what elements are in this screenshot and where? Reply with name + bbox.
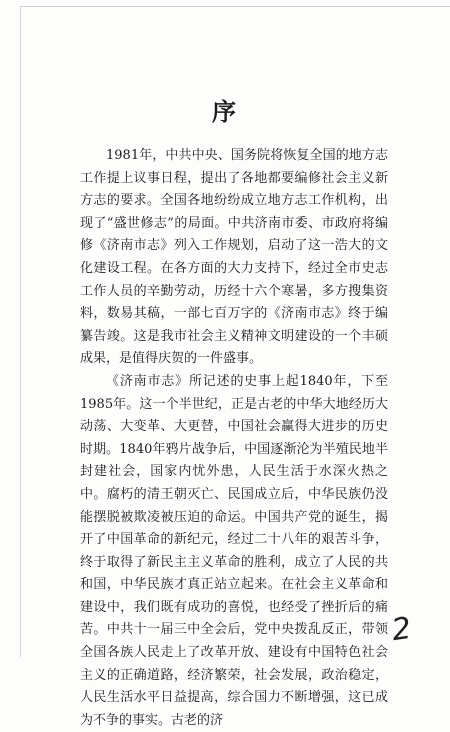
page-title: 序 — [212, 97, 238, 126]
paragraph: 《济南市志》所记述的史事上起1840年，下至1985年。这一个半世纪，正是古老的中华大地经历大动荡、大变革、大更替，中国社会赢得大进步的历史时期。1840年鸦片战争后，中国逐渐沦为半殖民地半封建社会，国家内忧外患，人民生活于水深火热之中。腐朽的清王朝灭亡、民国成立后，中华民族仍没能摆脱被欺凌被压迫的命运。中国共产党的诞生，揭开了中国革命的新纪元，经过二十八年的艰苦斗争，终于取得了新民主主义革命的胜利，成立了人民的共和国，中华民族才真正站立起来。在社会主义革命和建设中，我们既有成功的喜悦，也经受了挫折后的痛苦。中共十一届三中全会后，党中央拨乱反正，带领全国各族人民走上了改革开放、建设有中国特色社会主义的正确道路，经济繁荣，社会发展，政治稳定，人民生活水平日益提高，综合国力不断增强，这已成为不争的事实。古老的济 — [80, 373, 388, 728]
scan-edge-top — [20, 6, 450, 7]
handwritten-page-number: 2 — [389, 610, 414, 649]
body-text — [80, 145, 388, 732]
paragraph: 1981年，中共中央、国务院将恢复全国的地方志工作提上议事日程，提出了各地都要编修社会主义新方志的要求。全国各地纷纷成立地方志工作机构，出现了“盛世修志”的局面。中共济南市委、市政府将编修《济南市志》列入工作规划，启动了这一浩大的文化建设工程。在各方面的大力支持下，经过全市史志工作人员的辛勤劳动，历经十六个寒暑，多方搜集资料，数易其稿，一部七百万字的《济南市志》终于编纂告竣。这是我市社会主义精神文明建设的一个丰硕成果，是值得庆贺的一件盛事。 — [80, 148, 388, 367]
